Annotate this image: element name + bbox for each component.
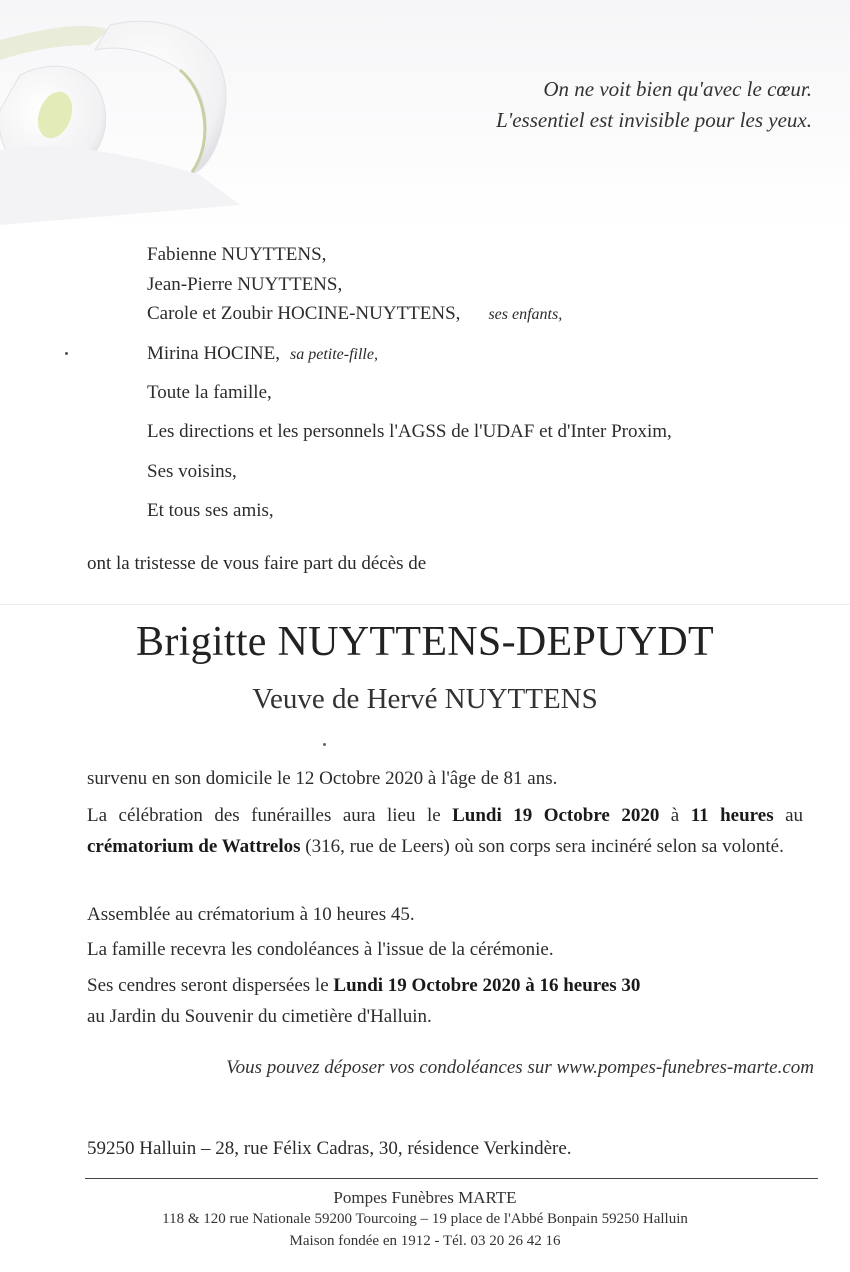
family-line (147, 303, 562, 325)
family-name: Carole et Zoubir HOCINE-NUYTTENS, (147, 303, 461, 324)
text: Ses cendres seront dispersées le (87, 975, 334, 996)
family-line (147, 274, 342, 296)
text: La célébration des funérailles aura lieu le (87, 805, 453, 826)
condolence-notice: La famille recevra les condoléances à l'issue de la cérémonie. (87, 939, 554, 960)
family-name: Et tous ses amis, (147, 500, 274, 521)
footer-divider (85, 1178, 818, 1179)
stray-dot (65, 352, 68, 355)
family-line (147, 382, 272, 404)
quote-line-1: On ne voit bien qu'avec le cœur. (543, 77, 812, 101)
family-line (147, 343, 378, 365)
text: (316, rue de Leers) où son corps sera incinéré selon sa volonté. (300, 836, 784, 857)
family-address: 59250 Halluin – 28, rue Félix Cadras, 30, résidence Verkindère. (87, 1138, 572, 1159)
family-name: Mirina HOCINE, (147, 343, 280, 364)
assembly-notice: Assemblée au crématorium à 10 heures 45. (87, 904, 415, 925)
funeral-place: crématorium de Wattrelos (87, 836, 301, 857)
family-relation: sa petite-fille, (289, 346, 378, 363)
text: à (659, 805, 691, 826)
fold-line (0, 604, 850, 605)
family-relation: ses enfants, (488, 306, 563, 323)
family-name: Fabienne NUYTTENS, (147, 244, 327, 265)
online-condolences: Vous pouvez déposer vos condoléances sur www.pompes-funebres-marte.com (226, 1057, 814, 1078)
family-name: Ses voisins, (147, 461, 237, 482)
epigraph-quote (496, 74, 812, 136)
text: au (773, 805, 803, 826)
funeral-date: Lundi 19 Octobre 2020 (452, 805, 660, 826)
funeral-home-contact: Maison fondée en 1912 - Tél. 03 20 26 42 16 (289, 1233, 561, 1249)
family-line (147, 461, 237, 483)
family-line (147, 244, 326, 266)
family-line (147, 421, 672, 443)
announcement-intro: ont la tristesse de vous faire part du décès de (87, 553, 427, 574)
funeral-home-name: Pompes Funèbres MARTE (333, 1188, 517, 1207)
quote-line-2: L'essentiel est invisible pour les yeux. (496, 108, 812, 132)
family-name: Les directions et les personnels l'AGSS de l'UDAF et d'Inter Proxim, (147, 421, 672, 442)
calla-lily-illustration (0, 0, 250, 230)
family-name: Toute la famille, (147, 382, 272, 403)
family-line (147, 500, 274, 522)
text: au Jardin du Souvenir du cimetière d'Halluin. (87, 1006, 432, 1027)
family-name: Jean-Pierre NUYTTENS, (147, 274, 343, 295)
stray-dot (323, 743, 326, 746)
ashes-paragraph (87, 970, 803, 1032)
ashes-date: Lundi 19 Octobre 2020 à 16 heures 30 (333, 975, 641, 996)
death-notice: survenu en son domicile le 12 Octobre 2020 à l'âge de 81 ans. (87, 768, 558, 789)
deceased-name: Brigitte NUYTTENS-DEPUYDT (136, 619, 714, 665)
funeral-home-addresses: 118 & 120 rue Nationale 59200 Tourcoing – 19 place de l'Abbé Bonpain 59250 Halluin (162, 1211, 688, 1227)
funeral-time: 11 heures (690, 805, 774, 826)
funeral-paragraph (87, 800, 803, 862)
deceased-subtitle: Veuve de Hervé NUYTTENS (252, 683, 598, 715)
